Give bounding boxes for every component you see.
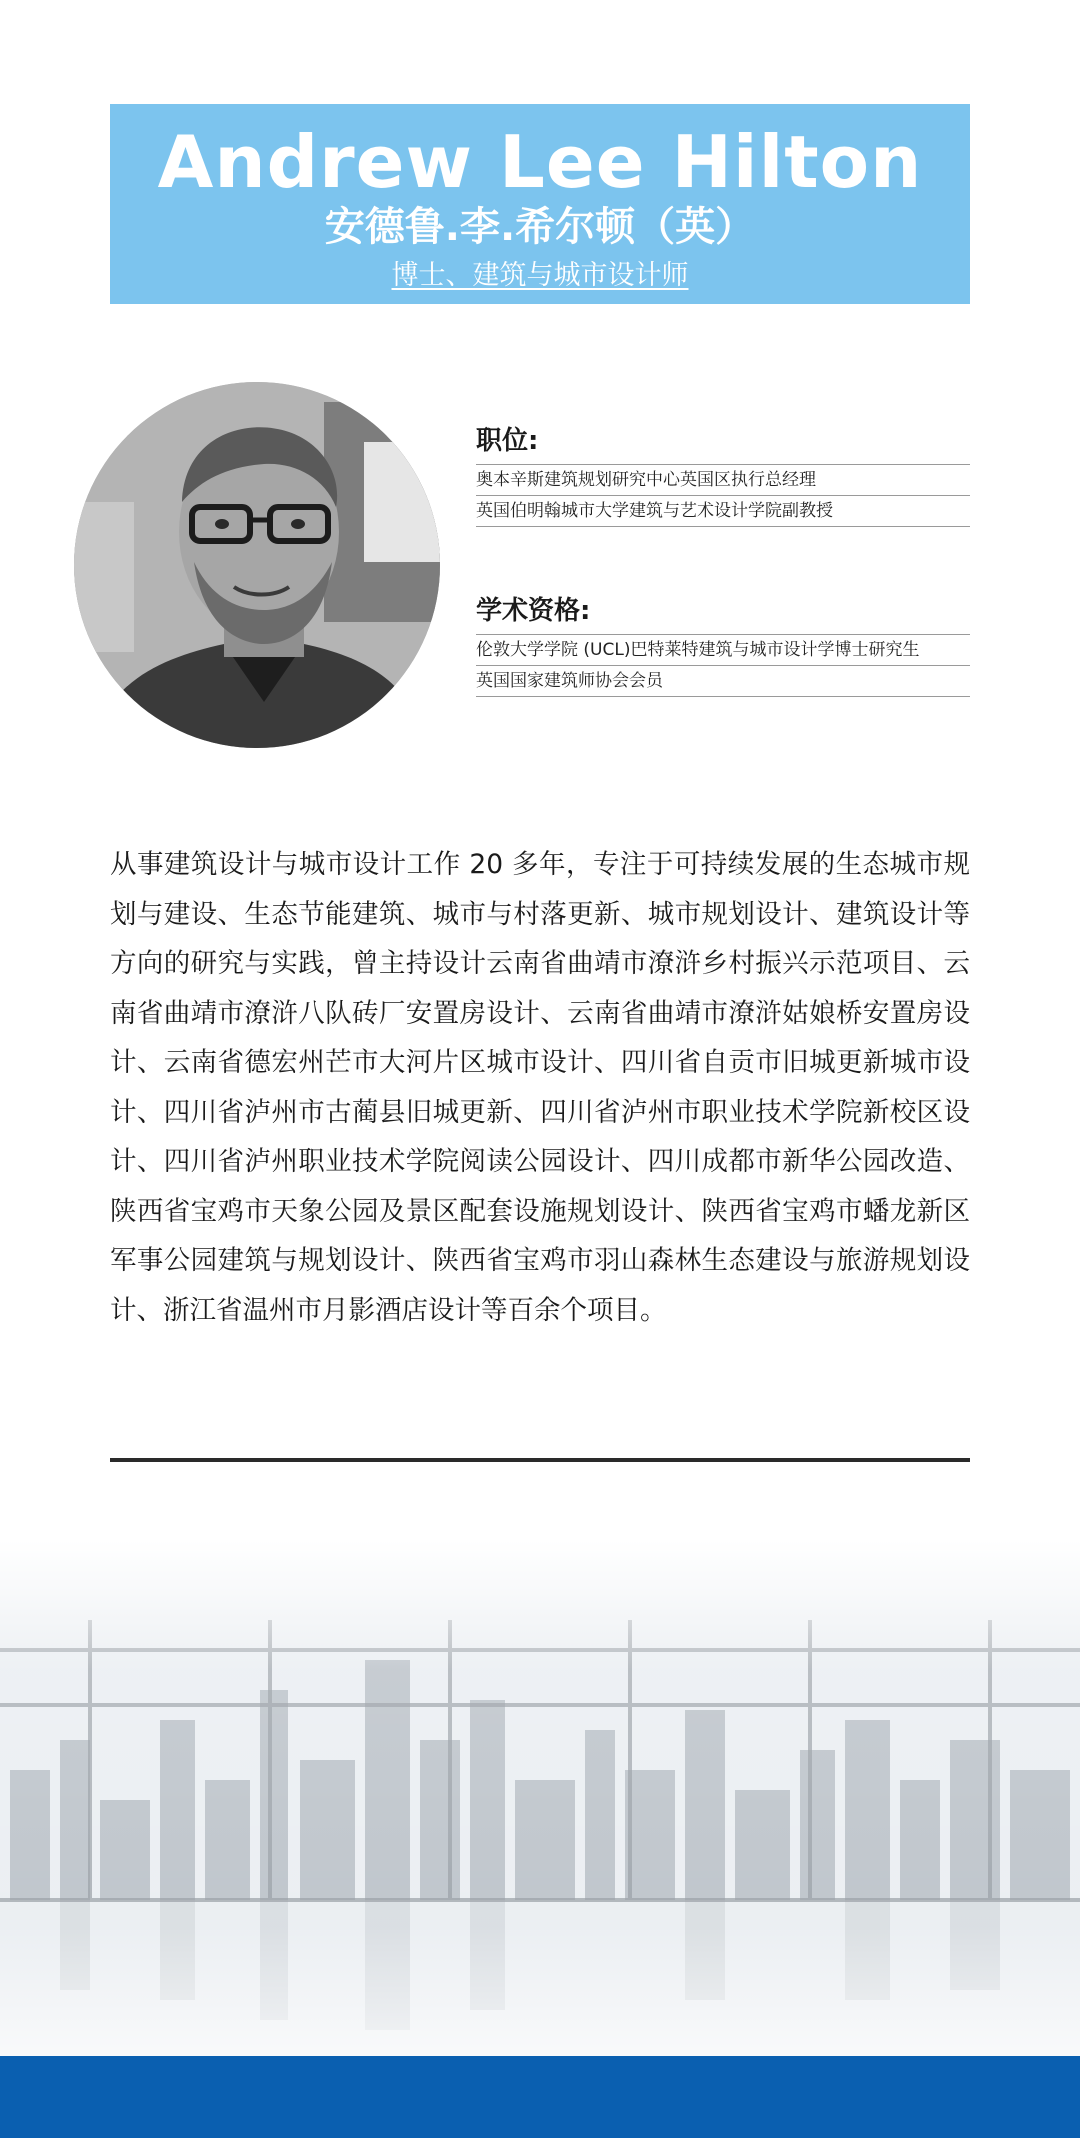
name-english: Andrew Lee Hilton [157, 120, 923, 204]
name-chinese: 安德鲁.李.希尔顿（英） [324, 204, 756, 250]
footer-bar [0, 2056, 1080, 2138]
portrait-photo [74, 382, 440, 748]
professional-title: 博士、建筑与城市设计师 [391, 260, 689, 291]
position-item: 英国伯明翰城市大学建筑与艺术设计学院副教授 [476, 495, 970, 527]
qualifications-section [476, 594, 970, 697]
qualification-item: 伦敦大学学院 (UCL)巴特莱特建筑与城市设计学博士研究生 [476, 634, 970, 665]
portrait-illustration [74, 382, 440, 748]
position-section [476, 424, 970, 527]
position-item: 奥本辛斯建筑规划研究中心英国区执行总经理 [476, 464, 970, 495]
section-divider [110, 1458, 970, 1462]
biography-paragraph: 从事建筑设计与城市设计工作 20 多年，专注于可持续发展的生态城市规划与建设、生态节能建筑、城市与村落更新、城市规划设计、建筑设计等方向的研究与实践，曾主持设计云南省曲靖市潦浒乡村振兴示范项目、云南省曲靖市潦浒八队砖厂安置房设计、云南省曲靖市潦浒姑娘桥安置房设计、云南省德宏州芒市大河片区城市设计、四川省自贡市旧城更新城市设计、四川省泸州市古蔺县旧城更新、四川省泸州市职业技术学院新校区设计、四川省泸州职业技术学院阅读公园设计、四川成都市新华公园改造、陕西省宝鸡市天象公园及景区配套设施规划设计、陕西省宝鸡市蟠龙新区军事公园建筑与规划设计、陕西省宝鸡市羽山森林生态建设与旅游规划设计、浙江省温州市月影酒店设计等百余个项目。 [110, 849, 970, 1326]
qualifications-heading: 学术资格: [476, 596, 591, 626]
city-skyline-background [0, 1540, 1080, 2056]
qualification-item: 英国国家建筑师协会会员 [476, 665, 970, 697]
position-heading: 职位: [476, 426, 539, 456]
header-banner [110, 104, 970, 304]
